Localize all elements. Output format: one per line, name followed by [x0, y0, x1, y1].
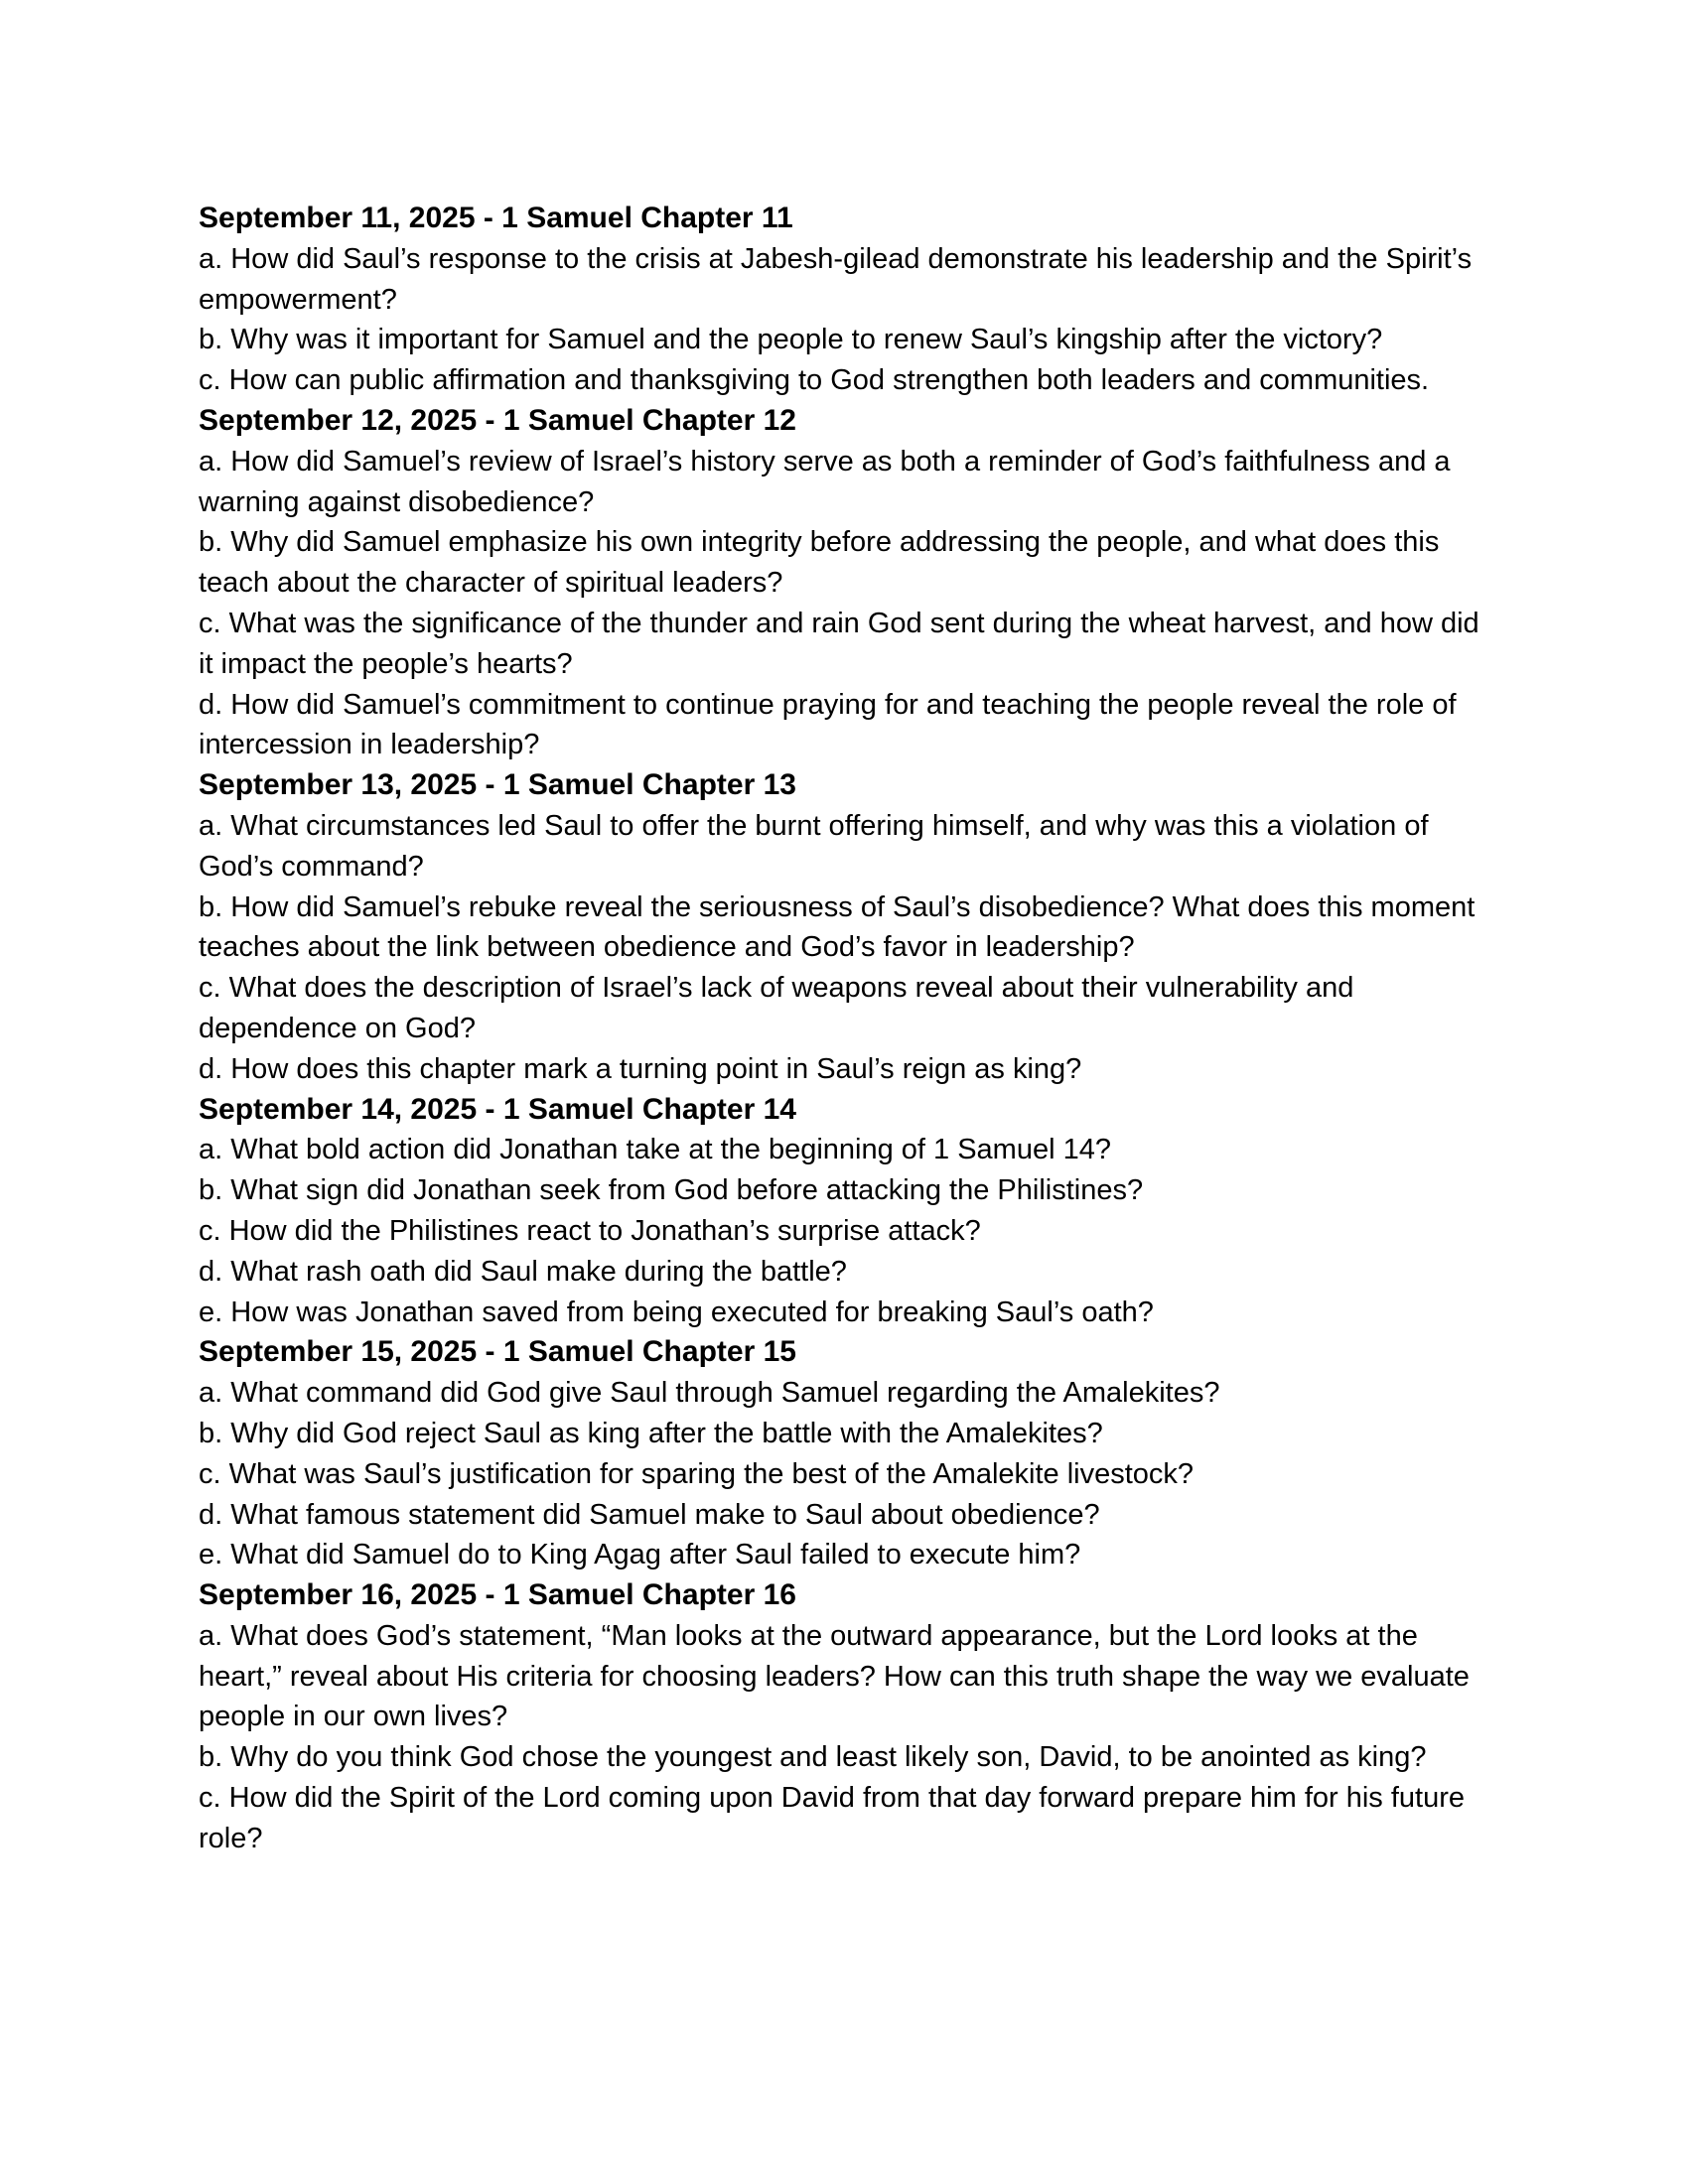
question: b. Why did God reject Saul as king after the battle with the Amalekites?: [199, 1417, 1103, 1449]
section-sep-16: [199, 1575, 1499, 1859]
question: d. How does this chapter mark a turning point in Saul’s reign as king?: [199, 1052, 1082, 1085]
section-title: September 16, 2025 - 1 Samuel Chapter 16: [199, 1578, 796, 1612]
question: b. How did Samuel’s rebuke reveal the seriousness of Saul’s disobedience? What does this moment teaches about the link between obedience and God’s favor in leadership?: [199, 890, 1476, 964]
section-sep-13: [199, 765, 1499, 1089]
document-body: [199, 199, 1499, 1859]
question: d. What rash oath did Saul make during the battle?: [199, 1255, 847, 1288]
question: b. What sign did Jonathan seek from God before attacking the Philistines?: [199, 1174, 1144, 1207]
question: a. What circumstances led Saul to offer the burnt offering himself, and why was this a violation of God’s command?: [199, 809, 1429, 883]
question: b. Why do you think God chose the youngest and least likely son, David, to be anointed as king?: [199, 1741, 1427, 1774]
question: c. What was Saul’s justification for sparing the best of the Amalekite livestock?: [199, 1457, 1195, 1490]
question: d. What famous statement did Samuel make to Saul about obedience?: [199, 1498, 1100, 1531]
section-title: September 12, 2025 - 1 Samuel Chapter 12: [199, 403, 796, 437]
question: e. How was Jonathan saved from being executed for breaking Saul’s oath?: [199, 1296, 1154, 1328]
section-sep-11: [199, 199, 1499, 401]
section-title: September 14, 2025 - 1 Samuel Chapter 14: [199, 1092, 796, 1126]
question: a. What command did God give Saul through Samuel regarding the Amalekites?: [199, 1377, 1220, 1410]
question: b. Why was it important for Samuel and the people to renew Saul’s kingship after the victory?: [199, 324, 1383, 356]
question: c. What was the significance of the thunder and rain God sent during the wheat harvest, and how did it impact the people’s hearts?: [199, 607, 1479, 680]
question: c. What does the description of Israel’s lack of weapons reveal about their vulnerability and dependence on God?: [199, 972, 1354, 1044]
section-title: September 11, 2025 - 1 Samuel Chapter 11: [199, 202, 793, 234]
section-title: September 15, 2025 - 1 Samuel Chapter 15: [199, 1335, 796, 1369]
section-sep-15: [199, 1332, 1499, 1575]
question: a. What bold action did Jonathan take at the beginning of 1 Samuel 14?: [199, 1134, 1111, 1166]
section-sep-14: [199, 1090, 1499, 1333]
question: c. How did the Spirit of the Lord coming upon David from that day forward prepare him for his future role?: [199, 1782, 1466, 1854]
question: a. What does God’s statement, “Man looks at the outward appearance, but the Lord looks at the heart,” reveal about His criteria for choosing leaders? How can this truth shape the way we evaluate people in our own lives?: [199, 1619, 1470, 1733]
question: c. How did the Philistines react to Jonathan’s surprise attack?: [199, 1214, 981, 1247]
question: e. What did Samuel do to King Agag after Saul failed to execute him?: [199, 1539, 1081, 1571]
question: a. How did Saul’s response to the crisis at Jabesh-gilead demonstrate his leadership and the Spirit’s empowerment?: [199, 242, 1473, 316]
question: c. How can public affirmation and thanksgiving to God strengthen both leaders and communities.: [199, 364, 1430, 397]
question: d. How did Samuel’s commitment to continue praying for and teaching the people reveal the role of intercession in leadership?: [199, 688, 1457, 761]
section-title: September 13, 2025 - 1 Samuel Chapter 13: [199, 768, 796, 802]
question: a. How did Samuel’s review of Israel’s history serve as both a reminder of God’s faithfulness and a warning against disobedience?: [199, 445, 1451, 518]
section-sep-12: [199, 401, 1499, 765]
question: b. Why did Samuel emphasize his own integrity before addressing the people, and what does this teach about the character of spiritual leaders?: [199, 526, 1440, 600]
